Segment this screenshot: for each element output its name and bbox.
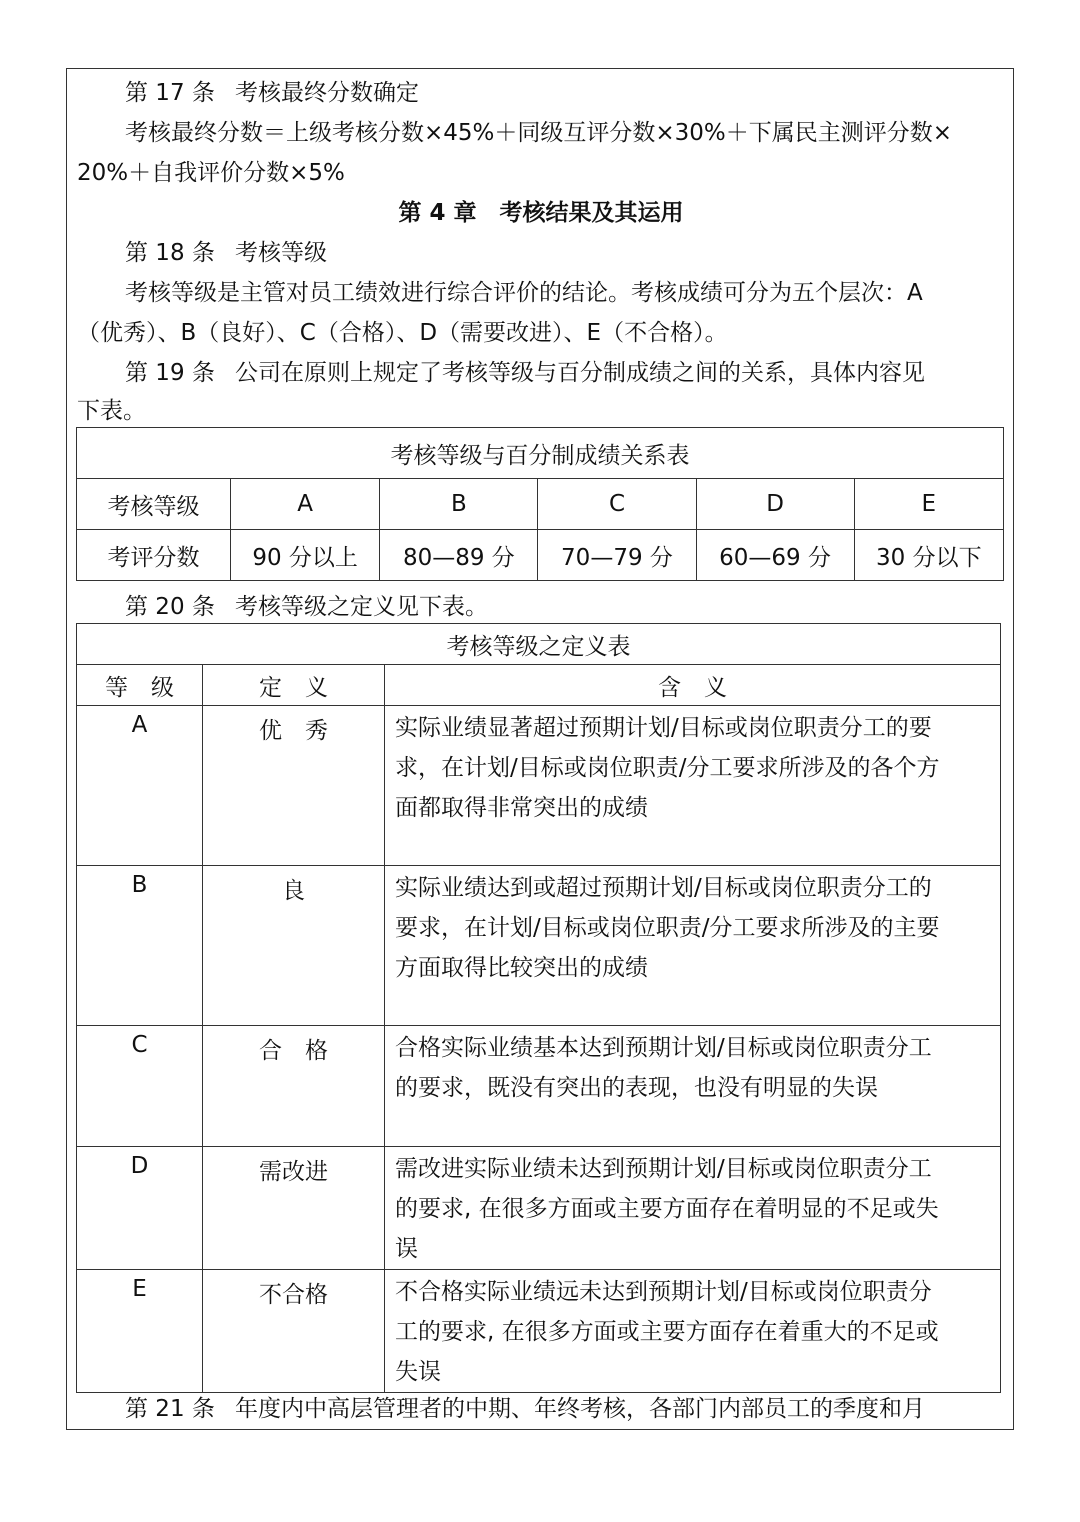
score-table-title: 考核等级与百分制成绩关系表 bbox=[77, 428, 1004, 479]
grade-cell: A bbox=[77, 706, 203, 866]
meaning-line: 合格实际业绩基本达到预期计划/目标或岗位职责分工 bbox=[395, 1035, 932, 1061]
article-21-label: 第 21 条 bbox=[125, 1396, 215, 1422]
meaning-cell bbox=[385, 1270, 1001, 1393]
header-meaning: 含 义 bbox=[385, 665, 1001, 706]
definition-cell: 良 bbox=[203, 866, 385, 1026]
grade-cell: E bbox=[854, 479, 1003, 530]
meaning-line: 的要求，既没有突出的表现，也没有明显的失误 bbox=[395, 1075, 878, 1101]
score-cell: 30 分以下 bbox=[854, 530, 1003, 581]
article-17-title: 考核最终分数确定 bbox=[235, 80, 419, 106]
definition-cell: 合 格 bbox=[203, 1026, 385, 1147]
document-frame bbox=[66, 68, 1014, 1430]
article-19-line-1 bbox=[77, 353, 1005, 393]
grade-cell: D bbox=[696, 479, 854, 530]
article-19-line-2: 下表。 bbox=[77, 398, 146, 424]
meaning-line: 实际业绩达到或超过预期计划/目标或岗位职责分工的 bbox=[395, 875, 932, 901]
score-cell: 60—69 分 bbox=[696, 530, 854, 581]
table-row bbox=[77, 1026, 1001, 1147]
article-21-line bbox=[77, 1389, 1005, 1429]
grade-cell: E bbox=[77, 1270, 203, 1393]
table-header-row bbox=[77, 665, 1001, 706]
grade-cell: A bbox=[231, 479, 380, 530]
score-relation-table bbox=[76, 427, 1004, 581]
table-row bbox=[77, 866, 1001, 1026]
article-21-text: 年度内中高层管理者的中期、年终考核，各部门内部员工的季度和月 bbox=[235, 1396, 925, 1422]
meaning-cell bbox=[385, 1147, 1001, 1270]
grade-cell: C bbox=[538, 479, 696, 530]
table-row bbox=[77, 1270, 1001, 1393]
article-17-heading bbox=[77, 73, 1005, 113]
article-18-heading bbox=[77, 233, 1005, 273]
score-cell: 90 分以上 bbox=[231, 530, 380, 581]
formula-line-2: 20%＋自我评价分数×5% bbox=[77, 160, 345, 186]
meaning-line: 要求，在计划/目标或岗位职责/分工要求所涉及的主要 bbox=[395, 915, 940, 941]
definition-cell: 不合格 bbox=[203, 1270, 385, 1393]
table-row bbox=[77, 706, 1001, 866]
meaning-cell bbox=[385, 866, 1001, 1026]
formula-line-1: 考核最终分数＝上级考核分数×45%＋同级互评分数×30%＋下属民主测评分数× bbox=[125, 120, 953, 146]
chapter-4-title: 第 4 章 考核结果及其运用 bbox=[398, 200, 684, 226]
grade-cell: C bbox=[77, 1026, 203, 1147]
score-cell: 70—79 分 bbox=[538, 530, 696, 581]
table-row bbox=[77, 1147, 1001, 1270]
table-row bbox=[77, 479, 1004, 530]
score-cell: 80—89 分 bbox=[380, 530, 538, 581]
grade-definition-table bbox=[76, 623, 1001, 1393]
definition-cell: 需改进 bbox=[203, 1147, 385, 1270]
definition-table-title: 考核等级之定义表 bbox=[77, 624, 1001, 665]
grade-intro-line-2: （优秀）、B（良好）、C（合格）、D（需要改进）、E（不合格）。 bbox=[77, 320, 728, 346]
row-header-score: 考评分数 bbox=[77, 530, 231, 581]
header-definition: 定 义 bbox=[203, 665, 385, 706]
meaning-line: 面都取得非常突出的成绩 bbox=[395, 795, 648, 821]
definition-cell: 优 秀 bbox=[203, 706, 385, 866]
meaning-cell bbox=[385, 1026, 1001, 1147]
meaning-line: 工的要求, 在很多方面或主要方面存在着重大的不足或 bbox=[395, 1319, 939, 1345]
meaning-cell bbox=[385, 706, 1001, 866]
article-18-title: 考核等级 bbox=[235, 240, 327, 266]
row-header-grade: 考核等级 bbox=[77, 479, 231, 530]
grade-cell: B bbox=[380, 479, 538, 530]
article-18-label: 第 18 条 bbox=[125, 240, 215, 266]
meaning-line: 失误 bbox=[395, 1359, 441, 1385]
meaning-line: 实际业绩显著超过预期计划/目标或岗位职责分工的要 bbox=[395, 715, 932, 741]
header-grade: 等 级 bbox=[77, 665, 203, 706]
grade-intro-line-1: 考核等级是主管对员工绩效进行综合评价的结论。考核成绩可分为五个层次：A bbox=[125, 280, 923, 306]
table-row bbox=[77, 530, 1004, 581]
meaning-line: 求，在计划/目标或岗位职责/分工要求所涉及的各个方 bbox=[395, 755, 940, 781]
meaning-line: 方面取得比较突出的成绩 bbox=[395, 955, 648, 981]
meaning-line: 误 bbox=[395, 1236, 418, 1262]
article-20-text: 考核等级之定义见下表。 bbox=[235, 594, 488, 620]
meaning-line: 不合格实际业绩远未达到预期计划/目标或岗位职责分 bbox=[395, 1279, 932, 1305]
article-19-label: 第 19 条 bbox=[125, 360, 215, 386]
article-20-heading bbox=[77, 587, 1005, 627]
grade-cell: B bbox=[77, 866, 203, 1026]
meaning-line: 需改进实际业绩未达到预期计划/目标或岗位职责分工 bbox=[395, 1156, 932, 1182]
article-19-text: 公司在原则上规定了考核等级与百分制成绩之间的关系，具体内容见 bbox=[235, 360, 925, 386]
grade-cell: D bbox=[77, 1147, 203, 1270]
article-17-label: 第 17 条 bbox=[125, 80, 215, 106]
meaning-line: 的要求, 在很多方面或主要方面存在着明显的不足或失 bbox=[395, 1196, 939, 1222]
article-20-label: 第 20 条 bbox=[125, 594, 215, 620]
